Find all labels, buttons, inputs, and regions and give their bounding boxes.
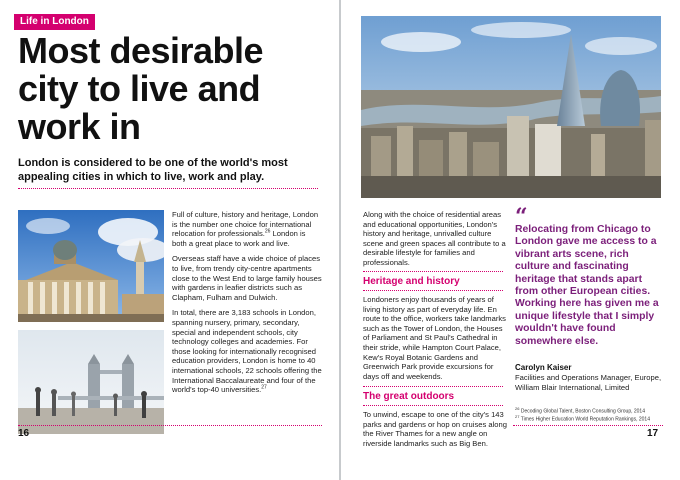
london-skyline-illustration	[361, 16, 661, 198]
pull-quote: Relocating from Chicago to London gave me access to a vibrant arts scene, rich culture and fascinating heritage that stands apart from other European cities. Working here has given me a unique lifestyle that I simply wouldn't have found somewhere else.	[515, 224, 659, 347]
london-skyline-photo	[361, 16, 661, 198]
footnote-ref-26: 26	[264, 228, 271, 235]
paragraph-relocation-main: Full of culture, history and heritage, London is the number one choice for international relocation for professionals.	[172, 210, 319, 239]
page-number-left: 16	[18, 428, 30, 439]
paragraph-outdoors: To unwind, escape to one of the city's 143 parks and gardens or hop on cruises along the River Thames for a new angle on riverside landmarks such as Big Ben.	[363, 410, 507, 448]
section-tag: Life in London	[14, 14, 95, 30]
heading2-divider-top	[363, 386, 503, 387]
left-page	[0, 0, 339, 480]
subtitle-divider	[18, 188, 318, 189]
footnote-ref-27: 27	[261, 384, 267, 391]
quote-author: Carolyn Kaiser	[515, 363, 572, 372]
footnote-27	[515, 414, 650, 423]
right-page	[341, 0, 680, 480]
paragraph-intro: Along with the choice of residential areas and educational opportunities, London's history and heritage, unrivalled culture scene and green spaces all contribute to a desirable lifestyle for families and professionals.	[363, 210, 506, 267]
paragraph-relocation	[172, 210, 322, 248]
footnote-26-text: Decoding Global Talent, Boston Consulting Group, 2014	[519, 408, 645, 415]
footer-divider-left	[18, 425, 322, 426]
paragraph-schools	[172, 308, 322, 394]
tower-bridge-illustration	[18, 330, 164, 434]
paragraph-relocation-tail: London is both a great place to work and live.	[172, 229, 306, 248]
tower-bridge-photo	[18, 330, 164, 434]
national-gallery-illustration	[18, 210, 164, 322]
footnote-27-number: 27	[515, 414, 520, 419]
footer-divider-right	[513, 425, 663, 426]
footnote-26-number: 26	[515, 406, 520, 411]
page-subtitle: London is considered to be one of the world's most appealing cities in which to live, work and play.	[18, 157, 288, 183]
heritage-text-block	[363, 295, 507, 387]
right-body-column	[363, 210, 507, 274]
heading1-divider-bottom	[363, 290, 503, 291]
heading2-divider-bottom	[363, 405, 503, 406]
page-number-right: 17	[647, 428, 659, 439]
paragraph-schools-main: In total, there are 3,183 schools in London, spanning nursery, primary, secondary, special and independent schools, city technology colleges and academies. For those looking for internationally recognised education providers, London is home to 40 international schools, 22 schools offering the International Baccalaureate and four of the world's top-40 universities.	[172, 308, 322, 395]
heading1-divider-top	[363, 271, 503, 272]
quote-author-role: Facilities and Operations Manager, Europe, William Blair International, Limited	[515, 373, 662, 392]
heading-heritage: Heritage and history	[363, 276, 460, 287]
national-gallery-photo	[18, 210, 164, 322]
footnote-27-text: Times Higher Education World Reputation Rankings, 2014	[519, 416, 650, 423]
outdoors-text-block	[363, 410, 507, 454]
quote-mark-icon: “	[515, 204, 528, 230]
left-body-column	[172, 210, 322, 401]
page-title: Most desirable city to live and work in	[18, 30, 264, 147]
paragraph-heritage: Londoners enjoy thousands of years of living history as part of everyday life. En route to the office, workers take landmarks such as the Tower of London, the Houses of Parliament and St Paul's Cathedral in their stride, while Hampton Court Palace, Kew's Royal Botanic Gardens and Greenwich Park provide excursions for days off and weekends.	[363, 295, 506, 381]
heading-outdoors: The great outdoors	[363, 391, 455, 402]
paragraph-housing: Overseas staff have a wide choice of places to live, from trendy city-centre apartments close to the West End to large family houses with gardens in leafier districts such as Clapham, Fulham and Dulwich.	[172, 254, 322, 302]
